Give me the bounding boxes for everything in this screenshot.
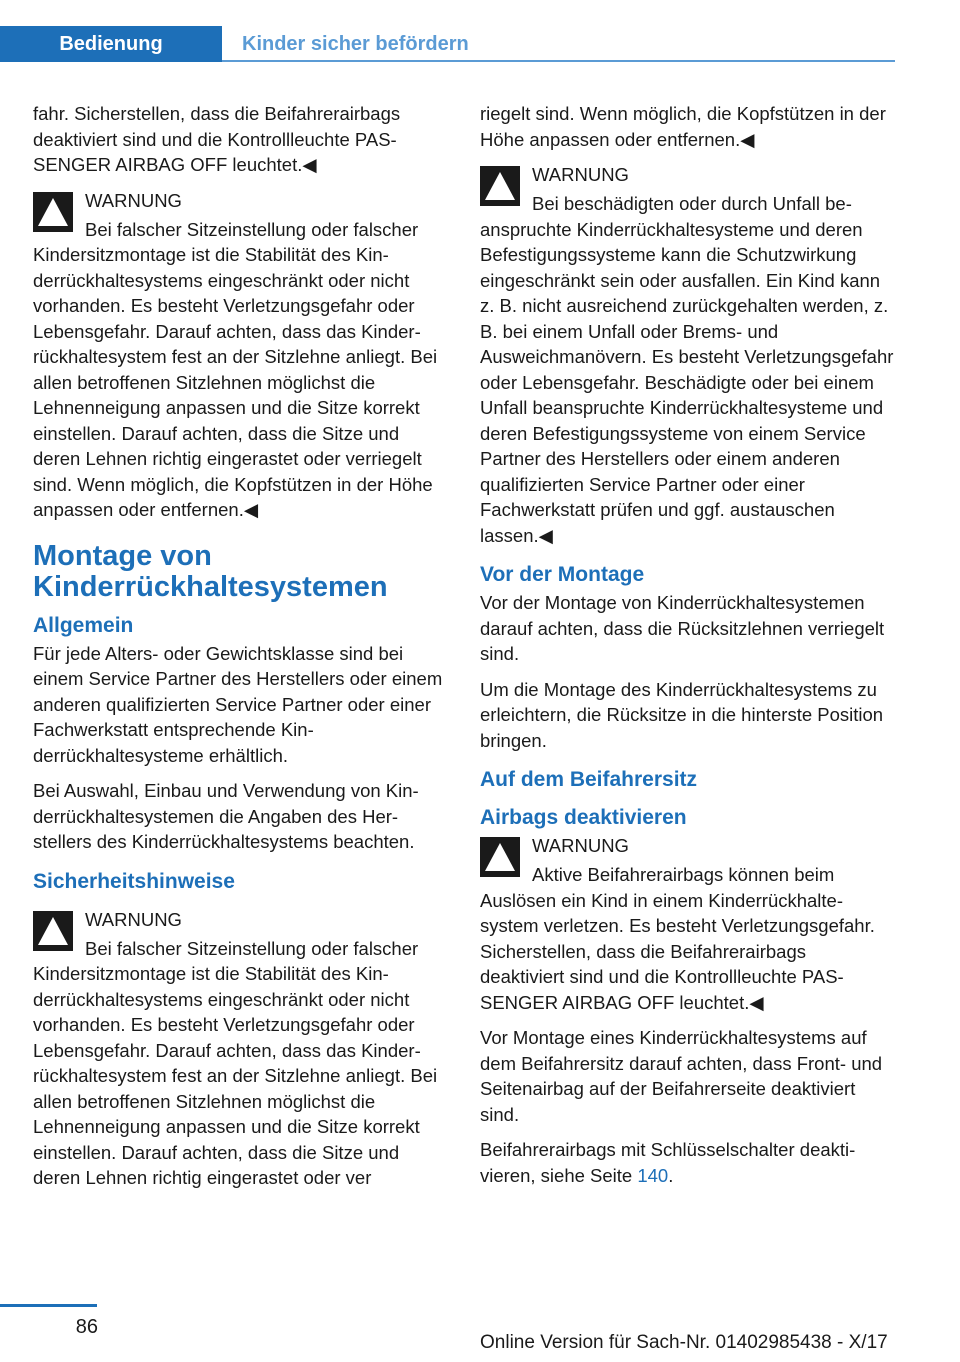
warning-text: Bei beschädigten oder durch Unfall beanspruchte Kinderrückhaltesysteme und deren Befestigungssysteme kann die Schutzwirkung eingeschränkt sein oder ausfallen. Ein Kind kann z. B. nicht ausreichend zurückgehalten werden, z. B. bei einem Unfall oder Brems- und Ausweichmanövern. Es besteht Verletzungsgefahr oder Lebensgefahr. Beschädigte oder bei einem Unfall beanspruchte Kinderrückhaltesysteme und deren Befestigungssysteme von einem Service Partner des Herstellers oder einem anderen qualifizierten Service Partner oder einer Fachwerkstatt prüfen und ggf. austauschen lassen.◀	[480, 193, 894, 546]
right-intro-paragraph: riegelt sind. Wenn möglich, die Kopfstützen in der Höhe anpassen oder entfernen.◀	[480, 103, 886, 150]
right-column	[480, 101, 895, 1198]
passenger-paragraph-2-end: .	[668, 1164, 674, 1186]
warning-text: Bei falscher Sitzeinstellung oder falscher Kindersitzmontage ist die Stabilität des Kinderrückhaltesystems eingeschränkt oder nicht vorhanden. Es besteht Verletzungsgefahr oder Lebensgefahr. Darauf achten, dass das Kinderrückhaltesystem fest an der Sitzlehne anliegt. Bei allen betroffenen Sitzlehnen möglichst die Lehnenneigung anpassen und die Sitze korrekt einstellen. Darauf achten, dass die Sitze und deren Lehnen richtig eingerastet oder ver	[33, 937, 438, 1188]
header-bar	[0, 26, 895, 62]
general-paragraph-1: Für jede Alters- oder Gewichtsklasse sind bei einem Service Partner des Herstellers oder einem anderen qualifizierten Service Partner oder einer Fachwerkstatt entsprechende Kinderrückhaltesysteme erhältlich.	[33, 642, 443, 766]
warning-label: WARNUNG	[532, 835, 629, 856]
warning-block-1	[33, 188, 448, 523]
general-paragraph-2: Bei Auswahl, Einbau und Verwendung von Kinderrückhaltesystemen die Angaben des Herstellers des Kinderrückhaltesystems beachten.	[33, 780, 419, 852]
passenger-paragraph-1: Vor Montage eines Kinderrückhaltesystems auf dem Beifahrersitz darauf achten, dass Front- und Seitenairbag auf der Beifahrerseite deaktiviert sind.	[480, 1027, 883, 1125]
warning-triangle-icon	[33, 911, 73, 951]
section-tab: Bedienung	[0, 26, 222, 62]
subheading-safety: Sicherheitshinweise	[33, 869, 235, 893]
warning-block-2	[33, 907, 448, 1191]
warning-triangle-icon	[480, 166, 520, 206]
warning-triangle-icon	[33, 192, 73, 232]
page-number: 86	[75, 1316, 98, 1338]
section-heading: Montage von Kinderrückhaltesystemen	[33, 539, 388, 603]
before-paragraph-1: Vor der Montage von Kinderrückhaltesystemen darauf achten, dass die Rücksitzlehnen verriegelt sind.	[480, 592, 885, 664]
warning-label: WARNUNG	[85, 189, 182, 211]
header-rule	[222, 60, 895, 62]
warning-block-3	[480, 162, 895, 548]
passenger-paragraph-2-text: Beifahrerairbags mit Schlüsselschalter deaktivieren, siehe Seite	[480, 1139, 856, 1186]
left-column	[33, 101, 448, 1201]
warning-label: WARNUNG	[532, 164, 629, 185]
subheading-passenger-seat: Auf dem Beifahrersitz	[480, 768, 698, 791]
left-intro-paragraph: fahr. Sicherstellen, dass die Beifahrerairbags deaktiviert sind und die Kontrollleuchte PASSENGER AIRBAG OFF leuchtet.◀	[33, 103, 401, 175]
before-paragraph-2: Um die Montage des Kinderrückhaltesystems zu erleichtern, die Rücksitze in die hinterste Position bringen.	[480, 678, 884, 751]
chapter-tab: Kinder sicher befördern	[242, 32, 469, 55]
warning-text: Aktive Beifahrerairbags können beim Auslösen ein Kind in einem Kinderrückhaltesystem verletzen. Es besteht Verletzungsgefahr. Sicherstellen, dass die Beifahrerairbags deaktiviert sind und die Kontrollleuchte PASSENGER AIRBAG OFF leuchtet.◀	[480, 864, 875, 1013]
warning-block-4	[480, 833, 895, 1015]
subheading-before-installation: Vor der Montage	[480, 563, 645, 586]
warning-text: Bei falscher Sitzeinstellung oder falscher Kindersitzmontage ist die Stabilität des Kinderrückhaltesystems eingeschränkt oder nicht vorhanden. Es besteht Verletzungsgefahr oder Lebensgefahr. Darauf achten, dass das Kinderrückhaltesystem fest an der Sitzlehne anliegt. Bei allen betroffenen Sitzlehnen möglichst die Lehnenneigung anpassen und die Sitze korrekt einstellen. Darauf achten, dass die Sitze und deren Lehnen richtig eingerastet oder verriegelt sind. Wenn möglich, die Kopfstützen in der Höhe anpassen oder entfernen.◀	[33, 218, 438, 520]
footer-rule	[0, 1304, 97, 1307]
page-reference-link[interactable]: 140	[637, 1164, 669, 1186]
subheading-general: Allgemein	[33, 613, 134, 637]
passenger-paragraph-2	[480, 1137, 895, 1188]
warning-label: WARNUNG	[85, 908, 182, 930]
online-version-note: Online Version für Sach-Nr. 01402985438 - X/17	[480, 1332, 888, 1353]
subheading-deactivate-airbags: Airbags deaktivieren	[480, 806, 687, 829]
warning-triangle-icon	[480, 837, 520, 877]
